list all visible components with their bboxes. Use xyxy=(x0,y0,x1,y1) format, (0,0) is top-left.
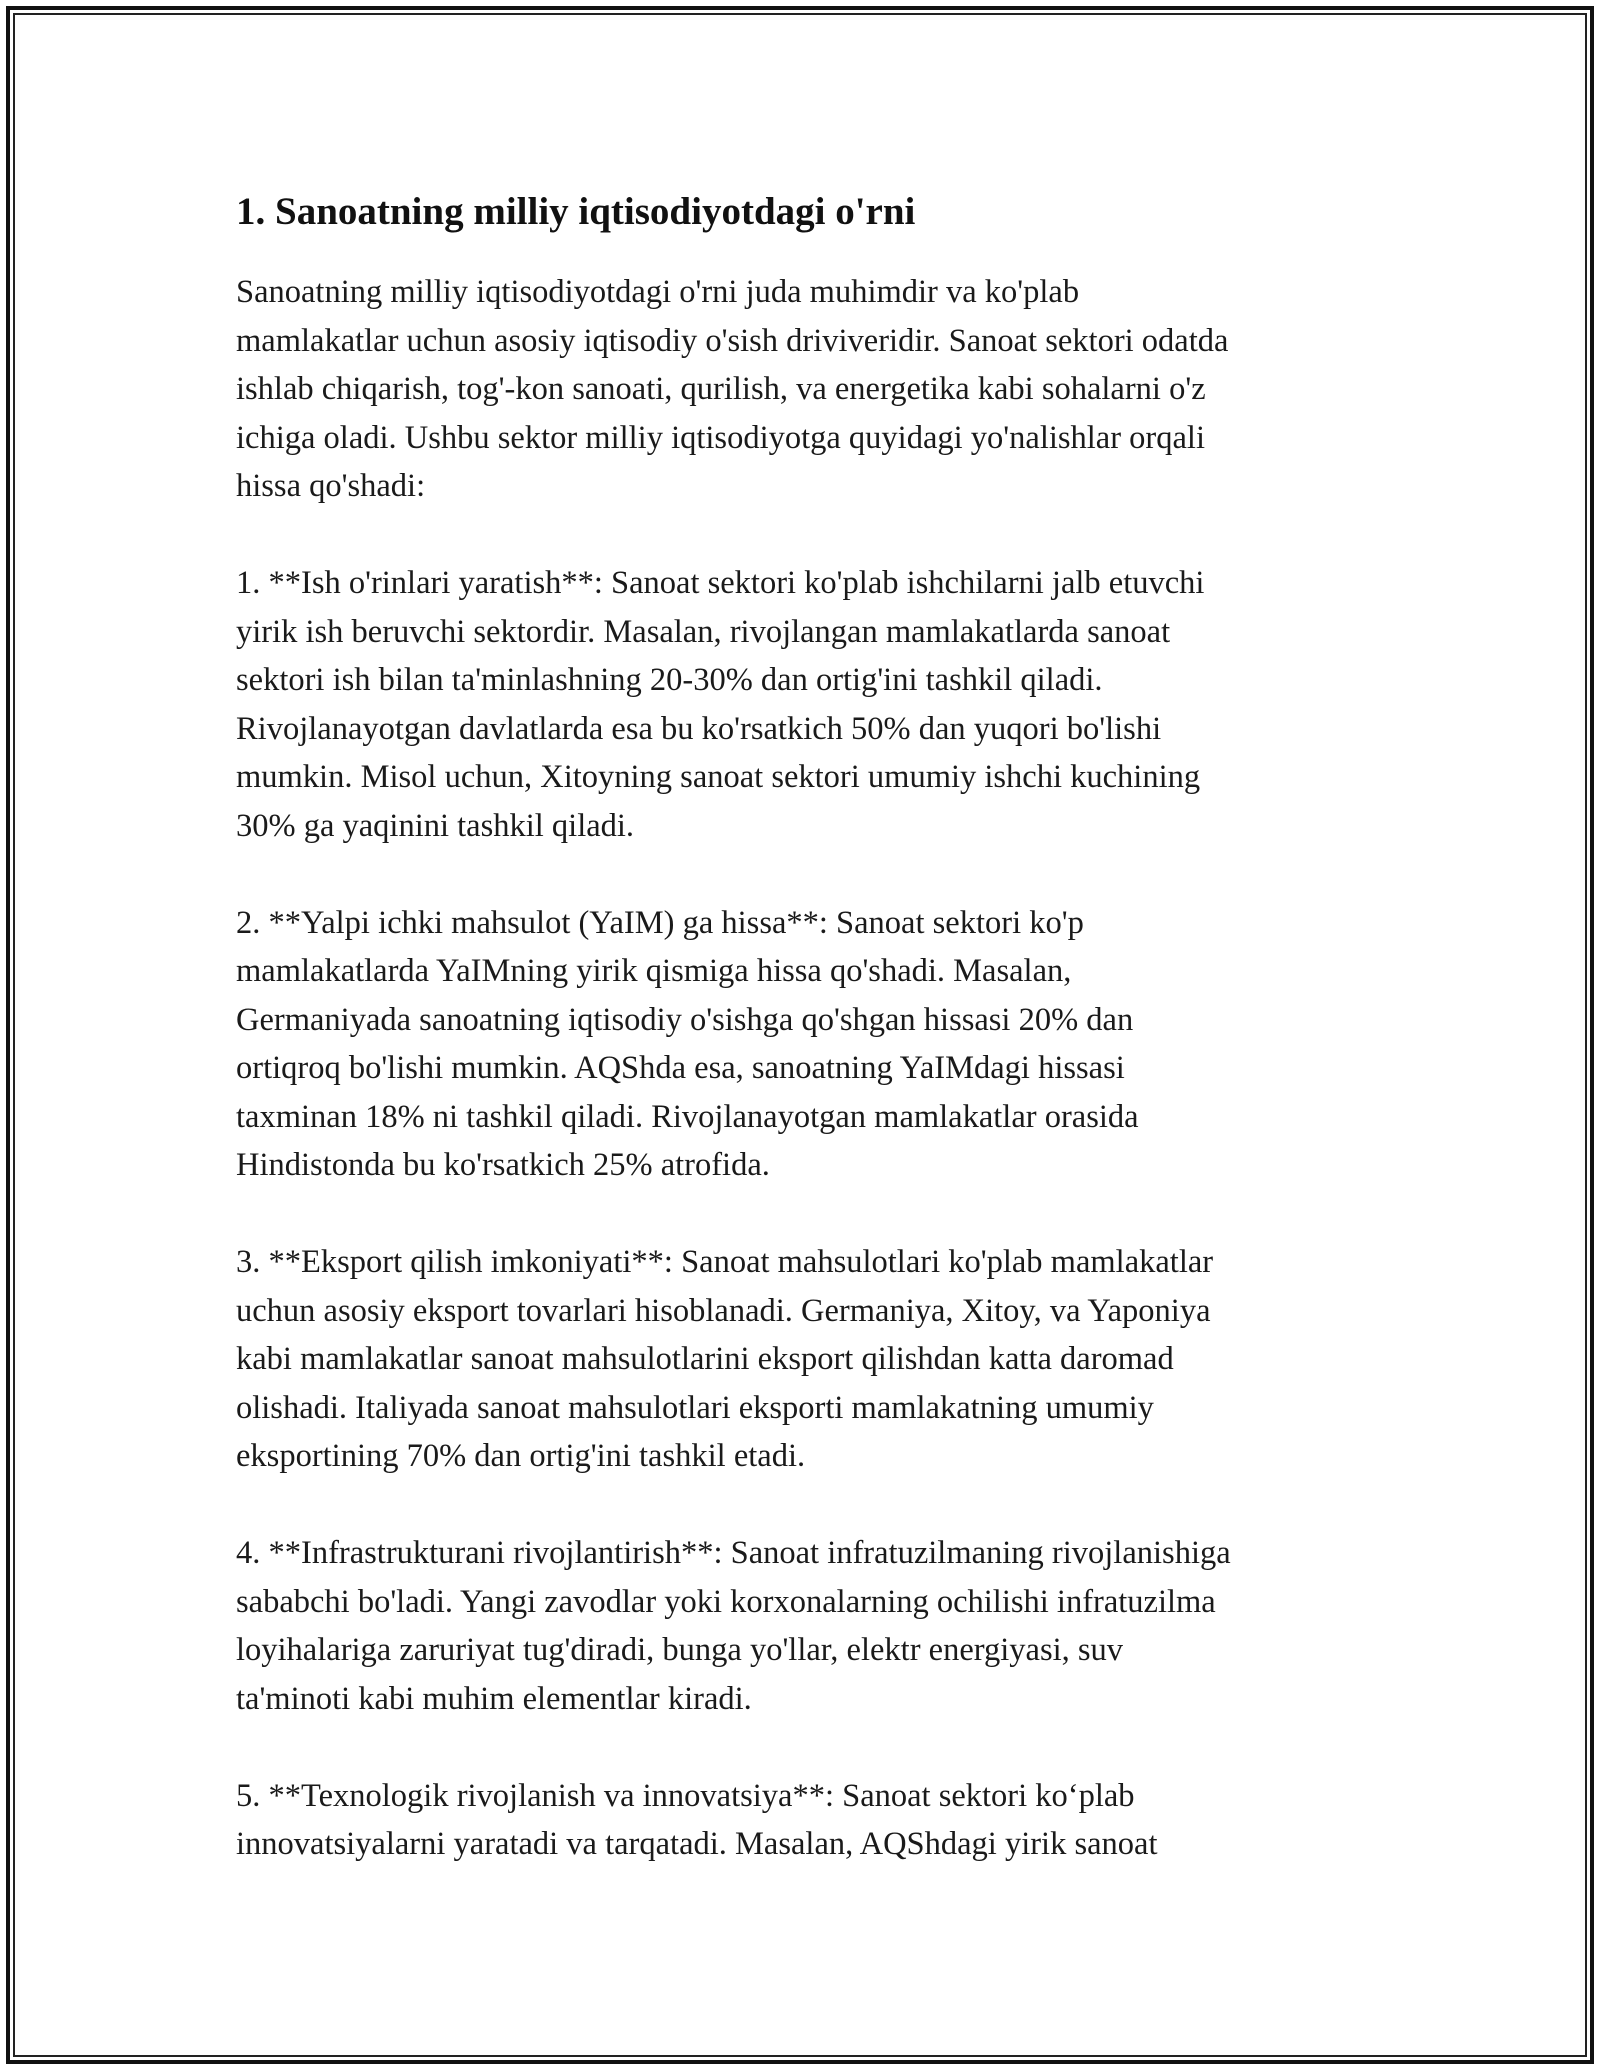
text-line: 30% ga yaqinini tashkil qiladi. xyxy=(236,807,635,844)
text-line: kabi mamlakatlar sanoat mahsulotlarini eksport qilishdan katta daromad xyxy=(236,1341,1174,1377)
text-line: hissa qo'shadi: xyxy=(236,468,426,504)
paragraph xyxy=(236,559,1386,850)
text-line: mamlakatlarda YaIMning yirik qismiga hissa qo'shadi. Masalan, xyxy=(236,953,1072,989)
text-line: olishadi. Italiyada sanoat mahsulotlari eksporti mamlakatning umumiy xyxy=(236,1389,1154,1426)
text-line: ta'minoti kabi muhim elementlar kiradi. xyxy=(236,1680,752,1717)
text-line: uchun asosiy eksport tovarlari hisoblanadi. Germaniya, Xitoy, va Yaponiya xyxy=(236,1292,1211,1329)
paragraph xyxy=(236,1529,1386,1723)
text-line: loyihalariga zaruriyat tug'diradi, bunga yo'llar, elektr energiyasi, suv xyxy=(236,1632,1124,1668)
text-line: sababchi bo'ladi. Yangi zavodlar yoki korxonalarning ochilishi infratuzilma xyxy=(236,1583,1216,1620)
text-line: 2. **Yalpi ichki mahsulot (YaIM) ga hissa**: Sanoat sektori ko'p xyxy=(236,904,1084,941)
text-line: taxminan 18% ni tashkil qiladi. Rivojlanayotgan mamlakatlar orasida xyxy=(236,1098,1139,1135)
text-line: Rivojlanayotgan davlatlarda esa bu ko'rsatkich 50% dan yuqori bo'lishi xyxy=(236,710,1162,747)
text-line: eksportining 70% dan ortig'ini tashkil etadi. xyxy=(236,1438,806,1474)
text-line: mumkin. Misol uchun, Xitoyning sanoat sektori umumiy ishchi kuchining xyxy=(236,759,1201,795)
text-line: 5. **Texnologik rivojlanish va innovatsiya**: Sanoat sektori ko‘plab xyxy=(236,1777,1135,1814)
document-title: 1. Sanoatning milliy iqtisodiyotdagi o'rni xyxy=(236,190,916,233)
paragraph xyxy=(236,899,1386,1190)
text-line: ishlab chiqarish, tog'-kon sanoati, qurilish, va energetika kabi sohalarni o'z xyxy=(236,371,1206,407)
text-line: Sanoatning milliy iqtisodiyotdagi o'rni juda muhimdir va ko'plab xyxy=(236,274,1080,310)
paragraph-list xyxy=(236,268,1386,1869)
text-line: ichiga oladi. Ushbu sektor milliy iqtisodiyotga quyidagi yo'nalishlar orqali xyxy=(236,419,1205,456)
text-line: yirik ish beruvchi sektordir. Masalan, rivojlangan mamlakatlarda sanoat xyxy=(236,613,1171,650)
text-line: innovatsiyalarni yaratadi va tarqatadi. Masalan, AQShdagi yirik sanoat xyxy=(236,1826,1158,1862)
text-line: Hindistonda bu ko'rsatkich 25% atrofida. xyxy=(236,1147,770,1183)
text-line: 1. **Ish o'rinlari yaratish**: Sanoat sektori ko'plab ishchilarni jalb etuvchi xyxy=(236,565,1205,601)
paragraph xyxy=(236,1772,1386,1869)
text-line: sektori ish bilan ta'minlashning 20-30% dan ortig'ini tashkil qiladi. xyxy=(236,662,1103,698)
paragraph xyxy=(236,268,1386,511)
document-body xyxy=(236,188,1386,1917)
text-line: mamlakatlar uchun asosiy iqtisodiy o'sish driviveridir. Sanoat sektori odatda xyxy=(236,322,1229,359)
text-line: ortiqroq bo'lishi mumkin. AQShda esa, sanoatning YaIMdagi hissasi xyxy=(236,1050,1125,1086)
text-line: 4. **Infrastrukturani rivojlantirish**: Sanoat infratuzilmaning rivojlanishiga xyxy=(236,1535,1231,1571)
paragraph xyxy=(236,1238,1386,1481)
text-line: Germaniyada sanoatning iqtisodiy o'sishga qo'shgan hissasi 20% dan xyxy=(236,1001,1134,1038)
text-line: 3. **Eksport qilish imkoniyati**: Sanoat mahsulotlari ko'plab mamlakatlar xyxy=(236,1244,1214,1280)
